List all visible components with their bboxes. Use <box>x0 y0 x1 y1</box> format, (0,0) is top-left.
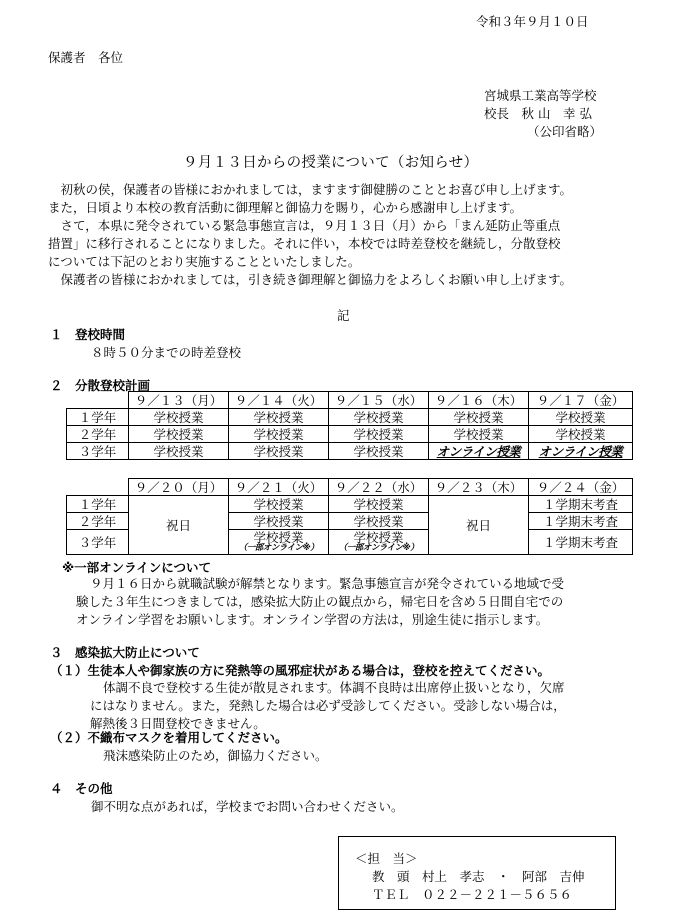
partial-online-note: （一部オンライン※） <box>338 542 419 553</box>
contact-persons: 教 頭 村上 孝志 ・ 阿部 吉伸 <box>372 869 585 884</box>
schedule-cell: 学校授業 <box>229 443 329 460</box>
section-1-title: 登校時間 <box>75 327 126 342</box>
table-header-date: ９／２２（水） <box>329 479 429 496</box>
section-1-body: ８時５０分までの時差登校 <box>91 345 242 360</box>
table-corner <box>67 479 129 496</box>
online-note-body-cont <box>76 593 563 629</box>
contact-phone: ＴＥＬ ０２２－２２１－５６５６ <box>372 887 573 902</box>
table-header-date: ９／１５（水） <box>329 392 429 409</box>
table-header-date: ９／２３（木） <box>429 479 529 496</box>
schedule-cell: 学校授業 <box>129 409 229 426</box>
document-date: 令和３年９月１０日 <box>476 14 589 29</box>
intro-line: さて，本県に発令されている緊急事態宣言は，９月１３日（月）から「まん延防止等重点 <box>48 218 561 233</box>
table-row <box>67 409 633 426</box>
intro-line: 保護者の皆様におかれましては，引き続き御理解と御協力をよろしくお願い申し上げます。 <box>48 272 573 287</box>
schedule-cell-partial-online <box>229 530 329 555</box>
online-class-cell: オンライン授業 <box>529 443 633 460</box>
schedule-cell: 学校授業 <box>229 496 329 513</box>
online-note-body <box>90 575 564 593</box>
schedule-cell: 学校授業 <box>429 409 529 426</box>
intro-paragraph <box>48 181 640 289</box>
online-note-title: ※一部オンラインについて <box>62 560 212 575</box>
schedule-cell: 学校授業 <box>129 443 229 460</box>
schedule-cell: 学校授業 <box>429 426 529 443</box>
section-4-title: その他 <box>75 781 113 796</box>
item-1-line: 体調不良で登校する生徒が散見されます。体調不良時は出席停止扱いとなり，欠席 <box>103 680 565 695</box>
intro-line: 措置」に移行されることになりました。それに伴い，本校では時差登校を継続し，分散登校 <box>48 236 561 251</box>
grade-label: １学年 <box>67 409 129 426</box>
schedule-cell: 学校授業 <box>529 409 633 426</box>
grade-label: １学年 <box>67 496 129 513</box>
intro-line: また，日頃より本校の教育活動に御理解と御協力を賜り，心から感謝申し上げます。 <box>48 200 523 215</box>
section-2-number: ２ <box>50 378 63 393</box>
online-note-line: オンライン学習をお願いします。オンライン学習の方法は，別途生徒に指示します。 <box>76 612 549 627</box>
online-note-line: 験した３年生につきましては，感染拡大防止の観点から，帰宅日を含め５日間自宅での <box>76 594 564 609</box>
online-note-line: ９月１６日から就職試験が解禁となります。緊急事態宣言が発令されている地域で受 <box>90 576 565 591</box>
schedule-cell: 学校授業 <box>229 409 329 426</box>
schedule-table-week2 <box>66 478 633 555</box>
grade-label: ３学年 <box>67 443 129 460</box>
online-class-cell: オンライン授業 <box>429 443 529 460</box>
table-row <box>67 496 633 513</box>
grade-label: ３学年 <box>67 530 129 555</box>
schedule-cell: 学校授業 <box>329 426 429 443</box>
table-header-date: ９／２４（金） <box>529 479 633 496</box>
schedule-cell: 学校授業 <box>329 513 429 530</box>
item-1-line: 解熱後３日間登校できません。 <box>90 716 266 731</box>
table-header-date: ９／２０（月） <box>129 479 229 496</box>
table-row <box>67 426 633 443</box>
item-1-line: にはなりません。また，発熱した場合は必ず受診してください。受診しない場合は， <box>90 698 566 713</box>
grade-label: ２学年 <box>67 426 129 443</box>
recipient: 保護者 各位 <box>48 50 124 65</box>
exam-cell: １学期末考査 <box>529 513 633 530</box>
section-3-item-2-heading: （２）不織布マスクを着用してください。 <box>50 730 288 745</box>
page-title: ９月１３日からの授業について（お知らせ） <box>183 155 479 171</box>
principal-name: 校長 秋 山 幸 弘 <box>484 106 592 121</box>
table-header-date: ９／２１（火） <box>229 479 329 496</box>
schedule-table-week1 <box>66 391 633 460</box>
exam-cell: １学期末考査 <box>529 530 633 555</box>
section-1-number: １ <box>50 327 63 342</box>
schedule-cell-text: 学校授業 <box>253 529 304 545</box>
table-corner <box>67 392 129 409</box>
section-3-number: ３ <box>50 645 63 660</box>
schedule-cell: 学校授業 <box>329 443 429 460</box>
schedule-cell: 学校授業 <box>329 409 429 426</box>
schedule-cell: 学校授業 <box>529 426 633 443</box>
table-header-date: ９／１３（月） <box>129 392 229 409</box>
ki-marker: 記 <box>337 308 350 323</box>
section-3-item-1-body <box>103 679 565 697</box>
contact-box <box>338 836 616 910</box>
schedule-cell: 学校授業 <box>229 426 329 443</box>
intro-line: 初秋の侯，保護者の皆様におかれましては，ますます御健勝のこととお喜び申し上げます。 <box>48 182 573 197</box>
section-4-body: 御不明な点があれば，学校までお問い合わせください。 <box>91 799 404 814</box>
table-header-date: ９／１６（木） <box>429 392 529 409</box>
intro-line: については下記のとおり実施することといたしました。 <box>48 254 361 269</box>
schedule-cell: 学校授業 <box>329 496 429 513</box>
holiday-cell: 祝日 <box>429 496 529 555</box>
section-2-title: 分散登校計画 <box>75 378 151 393</box>
grade-label: ２学年 <box>67 513 129 530</box>
table-header-date: ９／１４（火） <box>229 392 329 409</box>
school-name: 宮城県工業高等学校 <box>484 88 597 103</box>
section-3-item-2-body: 飛沫感染防止のため，御協力ください。 <box>103 748 328 763</box>
table-header-date: ９／１７（金） <box>529 392 633 409</box>
schedule-cell-partial-online <box>329 530 429 555</box>
holiday-cell: 祝日 <box>129 496 229 555</box>
table-row <box>67 443 633 460</box>
section-3-item-1-heading: （１）生徒本人や御家族の方に発熱等の風邪症状がある場合は，登校を控えてください。 <box>50 663 551 678</box>
schedule-cell: 学校授業 <box>229 513 329 530</box>
contact-heading: ＜担 当＞ <box>355 851 418 866</box>
exam-cell: １学期末考査 <box>529 496 633 513</box>
partial-online-note: （一部オンライン※） <box>238 542 319 553</box>
schedule-cell-text: 学校授業 <box>353 529 404 545</box>
schedule-cell: 学校授業 <box>129 426 229 443</box>
seal-note: （公印省略） <box>527 124 603 139</box>
section-3-title: 感染拡大防止について <box>75 645 200 660</box>
section-4-number: ４ <box>50 781 63 796</box>
